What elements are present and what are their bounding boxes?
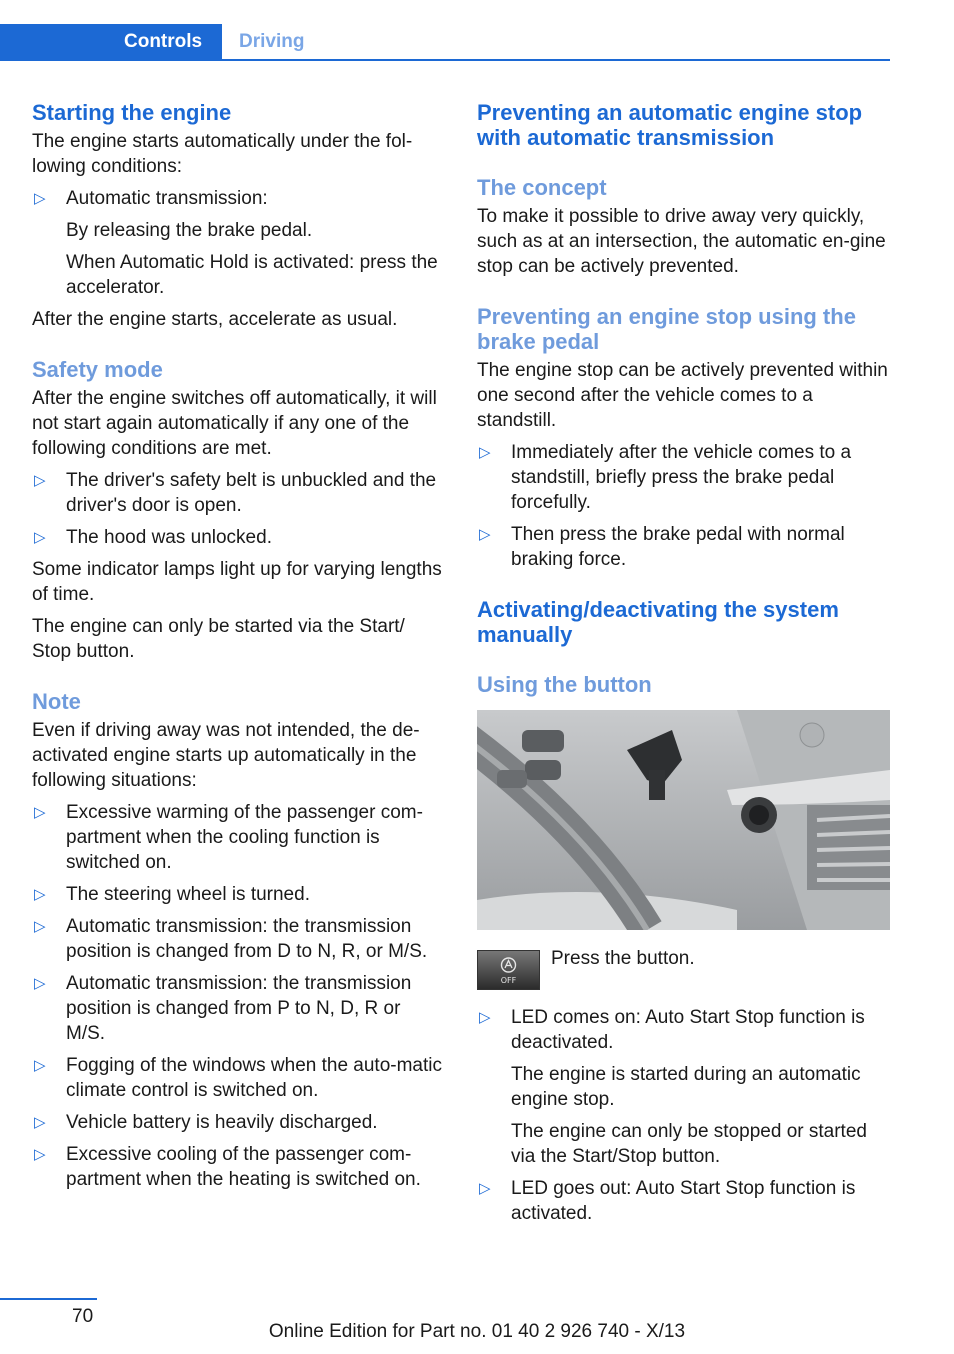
list-item: ▷ LED goes out: Auto Start Stop function is activated.	[479, 1178, 856, 1224]
bullet-triangle-icon: ▷	[479, 526, 491, 543]
list-item: ▷ Automatic transmission: By releasing the brake pedal. When Automatic Hold is activated: press the accelerator.	[34, 188, 438, 298]
list-item: ▷ The hood was unlocked.	[34, 527, 272, 548]
bullet-triangle-icon: ▷	[34, 1057, 46, 1074]
right-column	[477, 100, 890, 1226]
list-start-conditions	[32, 186, 442, 300]
footer-edition: Online Edition for Part no. 01 40 2 926 740 - X/13	[268, 1321, 686, 1342]
para-start-conditions: The engine starts automatically under the fol‐lowing conditions:	[32, 131, 413, 177]
heading-preventing-stop: Preventing an automatic engine stop with automatic transmission	[477, 100, 863, 150]
bullet-triangle-icon: ▷	[479, 444, 491, 461]
list-item: ▷ Automatic transmission: the transmission position is changed from P to N, D, R or M/S.	[34, 973, 412, 1044]
left-column	[32, 100, 442, 1192]
bullet-triangle-icon: ▷	[34, 886, 46, 903]
list-item: ▷ Fogging of the windows when the auto‐matic climate control is switched on.	[34, 1055, 442, 1101]
list-item: ▷ The steering wheel is turned.	[34, 884, 310, 905]
para-after-start: After the engine starts, accelerate as usual.	[32, 309, 398, 330]
list-item: ▷ LED comes on: Auto Start Stop function is deactivated. The engine is started during an automatic engine stop. The engine can only be stopped or started via the Start/Stop button.	[479, 1007, 867, 1167]
bullet-triangle-icon: ▷	[479, 1180, 491, 1197]
para-safety: After the engine switches off automatically, it will not start again automatically if any one of the following conditions are met.	[32, 388, 437, 459]
list-safety	[32, 468, 442, 550]
list-item: ▷ Automatic transmission: the transmission position is changed from D to N, R, or M/S.	[34, 916, 428, 962]
heading-brake-pedal: Preventing an engine stop using the brake pedal	[477, 304, 856, 354]
bullet-triangle-icon: ▷	[34, 529, 46, 546]
svg-text:OFF: OFF	[500, 976, 517, 985]
heading-safety-mode: Safety mode	[32, 357, 163, 382]
para-note: Even if driving away was not intended, the de‐activated engine starts up automatically in the following situations:	[32, 720, 420, 791]
list-item: ▷ The driver's safety belt is unbuckled and the driver's door is open.	[34, 470, 437, 516]
bullet-triangle-icon: ▷	[34, 190, 46, 207]
page-number: 70	[72, 1306, 94, 1327]
bullet-triangle-icon: ▷	[34, 975, 46, 992]
heading-activating: Activating/deactivating the system manually	[477, 597, 839, 647]
heading-starting-engine: Starting the engine	[32, 100, 232, 125]
bullet-triangle-icon: ▷	[34, 804, 46, 821]
list-item: ▷ Excessive warming of the passenger com‐partment when the cooling function is switched on.	[34, 802, 423, 873]
para-lamps: Some indicator lamps light up for varying lengths of time.	[32, 559, 442, 605]
heading-using-button: Using the button	[477, 672, 652, 697]
tab-driving[interactable]: Driving	[239, 31, 305, 52]
button-instruction	[477, 946, 890, 993]
dashboard-photo	[477, 710, 890, 930]
bullet-triangle-icon: ▷	[34, 918, 46, 935]
bullet-triangle-icon: ▷	[34, 1114, 46, 1131]
list-item: ▷ Vehicle battery is heavily discharged.	[34, 1112, 378, 1133]
bullet-triangle-icon: ▷	[34, 472, 46, 489]
para-brake: The engine stop can be actively prevented within one second after the vehicle comes to a standstill.	[477, 360, 888, 431]
heading-note: Note	[32, 689, 81, 714]
para-start-stop: The engine can only be started via the Start/ Stop button.	[32, 616, 405, 662]
list-led	[477, 1005, 890, 1226]
bullet-triangle-icon: ▷	[479, 1009, 491, 1026]
footer-rule	[0, 1298, 97, 1300]
list-brake	[477, 440, 890, 572]
list-item: ▷ Excessive cooling of the passenger com‐partment when the heating is switched on.	[34, 1144, 421, 1190]
para-concept: To make it possible to drive away very quickly, such as at an intersection, the automatic en‐gine stop can be actively prevented.	[477, 206, 886, 277]
tab-controls[interactable]: Controls	[124, 31, 203, 52]
list-item: ▷ Immediately after the vehicle comes to a standstill, briefly press the brake pedal forcefully.	[479, 442, 852, 513]
list-item: ▷ Then press the brake pedal with normal braking force.	[479, 524, 845, 570]
heading-concept: The concept	[477, 175, 607, 200]
auto-start-stop-button-icon	[477, 950, 540, 990]
press-button-text: Press the button.	[551, 948, 695, 969]
bullet-triangle-icon: ▷	[34, 1146, 46, 1163]
list-note	[32, 800, 442, 1192]
header-rule	[222, 59, 890, 61]
